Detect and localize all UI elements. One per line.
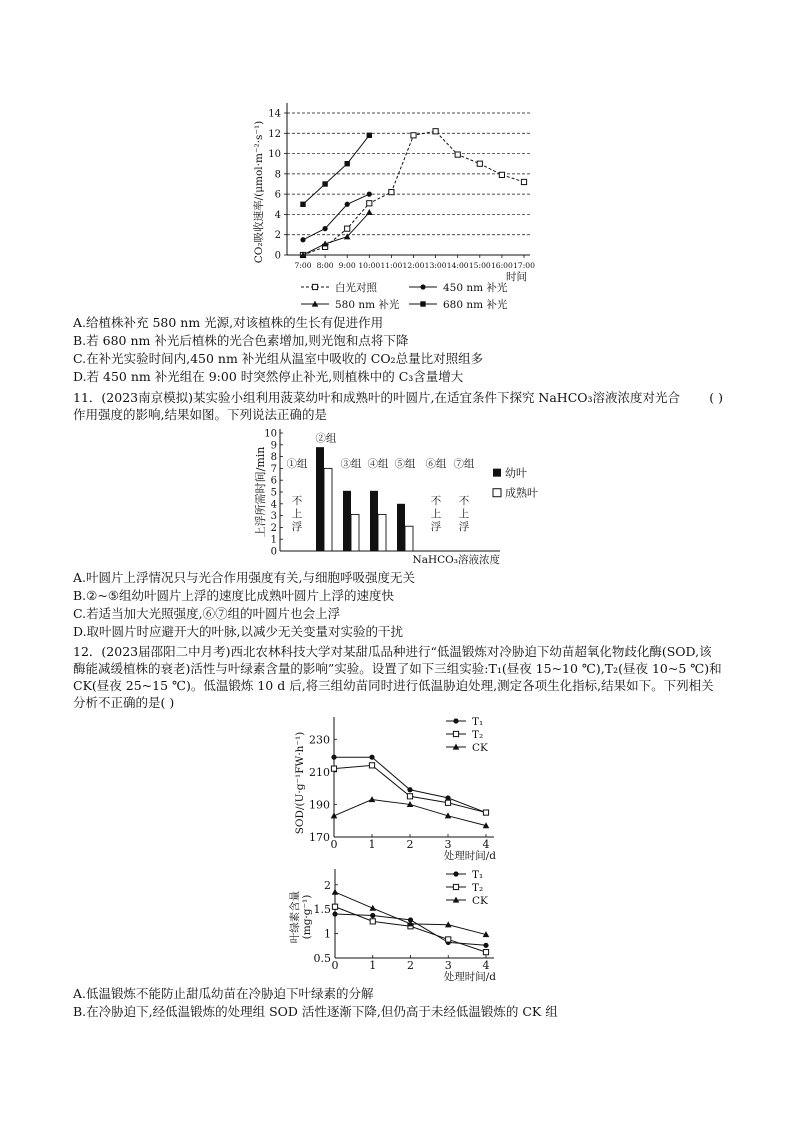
no-float-label: 不: [458, 494, 470, 507]
x-tick-label: 3: [444, 959, 452, 972]
y-tick-label: 14: [268, 108, 281, 120]
sod-activity-chart: [290, 703, 510, 863]
data-point: [499, 172, 504, 177]
data-point: [370, 913, 375, 918]
legend-marker: [453, 871, 458, 876]
x-tick-label: 2: [407, 959, 414, 972]
x-tick-label: 0: [330, 838, 338, 851]
data-point: [366, 209, 373, 215]
y-tick-label: 7: [270, 463, 277, 475]
y-tick-label: 8: [274, 169, 281, 181]
data-point: [323, 226, 328, 231]
data-point: [300, 237, 305, 242]
q11-option-a: A.叶圆片上浮情况只与光合作用强度有关,与细胞呼吸强度无关: [73, 570, 415, 585]
data-point: [300, 202, 305, 207]
x-tick-label: 12:00: [402, 261, 425, 270]
x-tick-label: 13:00: [424, 261, 447, 270]
x-tick-label: 9:00: [338, 261, 356, 270]
legend-marker: [453, 718, 458, 723]
x-tick-label: 16:00: [490, 261, 513, 270]
bar-mature-leaf: [324, 468, 332, 551]
x-tick-label: 1: [369, 959, 377, 972]
bar-mature-leaf: [378, 514, 386, 551]
y-tick-label: 1: [270, 534, 277, 546]
data-point: [407, 794, 412, 799]
bar-young-leaf: [397, 504, 405, 551]
legend-label: T₁: [472, 869, 484, 881]
q10-option-c: C.在补光实验时间内,450 nm 补光组从温室中吸收的 CO₂总量比对照组多: [73, 351, 484, 366]
x-tick-label: 8:00: [316, 261, 334, 270]
bar-young-leaf: [316, 447, 324, 551]
data-point: [369, 755, 374, 760]
y-axis-label: SOD/(U·g⁻¹FW·h⁻¹): [294, 731, 306, 835]
q11-answer-blank: ( ): [709, 390, 723, 405]
data-point: [477, 161, 482, 166]
x-tick-label: 17:00: [513, 261, 535, 270]
data-point: [345, 202, 350, 207]
legend-marker: [420, 301, 425, 306]
x-tick-label: 4: [482, 838, 490, 851]
data-point: [331, 766, 336, 771]
q11-option-d: D.取叶圆片时应避开大的叶脉,以减少无关变量对实验的干扰: [73, 624, 404, 639]
float-time-bar-chart: [250, 425, 550, 570]
x-tick-label: 7:00: [294, 261, 312, 270]
x-tick-label: 0: [331, 959, 339, 972]
legend-marker: [453, 731, 458, 736]
data-point: [411, 133, 416, 138]
data-point: [369, 796, 376, 802]
data-point: [446, 937, 451, 942]
data-point: [331, 812, 338, 818]
q12-stem: 12．(2023届邵阳二中月考)西北农林科技大学对某甜瓜品种进行“低温锻炼对冷胁迫下幼苗超氧化物歧化酶(SOD,该酶能减缓植株的衰老)活性与叶绿素含量的影响”实验。设置了如下三组实验:T₁(昼夜 15~10 ℃),T₂(昼夜 10~5 ℃)和 CK(昼夜 25~15 ℃)。低温锻炼 10 d 后,将三组幼苗同时进行低温胁迫处理,测定各项生化指标,结果如下。下列相关分析不正确的是( ): [73, 644, 722, 710]
bar-young-leaf: [370, 491, 378, 551]
legend-label: CK: [472, 742, 488, 754]
data-point: [331, 755, 336, 760]
group-label: ⑤组: [394, 458, 416, 471]
x-tick-label: 10:00: [358, 261, 381, 270]
y-tick-label: 9: [270, 440, 277, 452]
bar-young-leaf: [343, 491, 351, 551]
legend-label: 幼叶: [505, 466, 527, 480]
no-float-label: 浮: [430, 520, 442, 533]
data-point: [332, 911, 337, 916]
bar-mature-leaf: [351, 514, 359, 551]
legend-label: 白光对照: [335, 282, 377, 294]
series-line: [303, 131, 524, 255]
no-float-label: 上: [458, 507, 470, 520]
q10-option-b: B.若 680 nm 补光后植株的光合色素增加,则光饱和点将下降: [73, 333, 409, 348]
q12-option-a: A.低温锻炼不能防止甜瓜幼苗在冷胁迫下叶绿素的分解: [73, 986, 374, 1001]
legend-marker: [453, 884, 458, 889]
y-tick-label: 0: [274, 250, 281, 262]
bar-mature-leaf: [405, 526, 413, 551]
series-line: [303, 212, 369, 255]
data-point: [345, 226, 350, 231]
data-point: [521, 179, 526, 184]
y-tick-label: 210: [309, 765, 330, 779]
data-point: [370, 919, 375, 924]
x-axis-label: 处理时间/d: [443, 971, 496, 983]
x-axis-label: 时间: [506, 271, 527, 283]
group-label: ①组: [286, 458, 308, 471]
x-tick-label: 15:00: [468, 261, 491, 270]
legend-label: 680 nm 补光: [443, 299, 508, 311]
legend-label: T₁: [472, 716, 484, 728]
legend-swatch-young: [493, 469, 501, 477]
q10-option-a: A.给植株补充 580 nm 光源,对该植株的生长有促进作用: [73, 315, 384, 330]
group-label: ③组: [340, 458, 362, 471]
y-tick-label: 0.5: [313, 952, 331, 965]
data-point: [407, 787, 412, 792]
data-point: [369, 905, 376, 911]
legend-label: 450 nm 补光: [443, 282, 508, 294]
data-point: [332, 904, 337, 909]
no-float-label: 上: [430, 507, 442, 520]
y-tick-label: 0: [270, 546, 277, 558]
x-tick-label: 14:00: [446, 261, 469, 270]
no-float-label: 浮: [458, 520, 470, 533]
y-tick-label: 3: [270, 511, 277, 523]
y-tick-label: 6: [270, 475, 277, 487]
data-point: [483, 943, 488, 948]
series-line: [303, 194, 369, 240]
group-label: ④组: [367, 458, 389, 471]
data-point: [345, 161, 350, 166]
group-label: ②组: [315, 432, 337, 445]
legend-marker: [420, 284, 425, 289]
q11-option-c: C.若适当加大光照强度,⑥⑦组的叶圆片也会上浮: [73, 606, 341, 621]
y-tick-label: 4: [274, 209, 281, 221]
no-float-label: 不: [291, 494, 303, 507]
group-label: ⑦组: [453, 458, 475, 471]
data-point: [433, 129, 438, 134]
no-float-label: 浮: [291, 520, 303, 533]
data-point: [483, 950, 488, 955]
x-tick-label: 2: [406, 838, 414, 851]
y-axis-label: 叶绿素含量: [289, 890, 301, 944]
group-label: ⑥组: [425, 458, 447, 471]
data-point: [332, 889, 339, 895]
y-tick-label: 10: [264, 428, 277, 440]
y-tick-label: 12: [268, 128, 281, 140]
legend-swatch-mature: [493, 489, 501, 497]
y-tick-label: 8: [270, 452, 277, 464]
q11-stem: [73, 389, 723, 423]
y-tick-label: 6: [274, 189, 281, 201]
q11-stem-text: 11．(2023南京模拟)某实验小组利用菠菜幼叶和成熟叶的叶圆片,在适宜条件下探究 NaHCO₃溶液浓度对光合作用强度的影响,结果如图。下列说法正确的是: [73, 390, 681, 422]
y-tick-label: 190: [309, 798, 330, 812]
y-tick-label: 2: [274, 230, 281, 242]
y-tick-label: 2: [324, 878, 331, 892]
y-tick-label: 1.5: [313, 903, 331, 917]
no-float-label: 上: [291, 507, 303, 520]
data-point: [367, 201, 372, 206]
legend-label: 成熟叶: [505, 486, 538, 500]
y-tick-label: 2: [270, 522, 277, 534]
data-point: [367, 133, 372, 138]
x-tick-label: 3: [444, 838, 452, 851]
chlorophyll-chart: [285, 865, 510, 985]
x-tick-label: 4: [482, 959, 490, 972]
series-line: [335, 907, 486, 952]
x-tick-label: 1: [368, 838, 376, 851]
q11-option-b: B.②~⑤组幼叶圆片上浮的速度比成熟叶圆片上浮的速度快: [73, 588, 395, 603]
y-axis-label: CO₂吸收速率/(μmol·m⁻²·s⁻¹): [253, 120, 265, 264]
legend-label: 580 nm 补光: [335, 299, 400, 311]
data-point: [483, 810, 488, 815]
data-point: [322, 181, 327, 186]
legend-label: CK: [472, 895, 488, 907]
legend-label: T₂: [472, 729, 484, 741]
data-point: [369, 763, 374, 768]
y-axis-label: 上浮所需时间/min: [254, 446, 267, 538]
y-tick-label: 4: [270, 499, 277, 511]
data-point: [455, 152, 460, 157]
data-point: [445, 800, 450, 805]
y-tick-label: 230: [309, 733, 330, 747]
no-float-label: 不: [430, 494, 442, 507]
y-tick-label: 1: [324, 927, 331, 941]
y-tick-label: 170: [309, 831, 330, 844]
y-tick-label: 10: [268, 149, 281, 161]
co2-rate-chart: [245, 95, 545, 320]
x-tick-label: 11:00: [380, 261, 403, 270]
legend-label: T₂: [472, 882, 484, 894]
x-axis-label: 处理时间/d: [443, 850, 496, 862]
data-point: [389, 190, 394, 195]
legend-marker: [312, 284, 317, 289]
q12-option-b: B.在冷胁迫下,经低温锻炼的处理组 SOD 活性逐渐下降,但仍高于未经低温锻炼的 CK 组: [73, 1004, 558, 1019]
x-axis-label: NaHCO₃溶液浓度: [412, 554, 500, 566]
y-tick-label: 5: [270, 487, 277, 499]
q10-option-d: D.若 450 nm 补光组在 9:00 时突然停止补光,则植株中的 C₃含量增大: [73, 369, 464, 384]
y-axis-label-unit: (mg·g⁻¹): [301, 894, 313, 940]
data-point: [367, 192, 372, 197]
